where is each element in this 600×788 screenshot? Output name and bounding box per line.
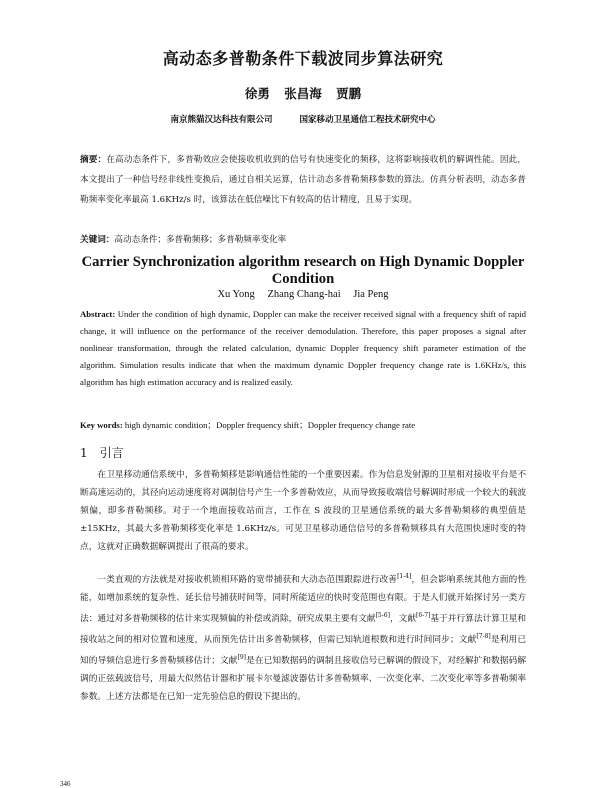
paper-title-en: Carrier Synchronization algorithm research on High Dynamic Doppler Condition bbox=[81, 254, 525, 287]
author-cn-1: 徐勇 bbox=[244, 86, 270, 101]
citation-ref: [6-7] bbox=[416, 611, 431, 619]
author-en-2: Zhang Chang-hai bbox=[267, 289, 341, 300]
citation-ref: [9] bbox=[237, 653, 246, 661]
affiliation-cn-2: 国家移动卫星通信工程技术研究中心 bbox=[299, 115, 436, 125]
abstract-cn-text: 在高动态条件下，多普勒效应会使接收机收到的信号有快速变化的频移，这将影响接收机的解调性能。因此，本文提出了一种信号经非线性变换后，通过自相关运算，估计动态多普勒频移参数的算法。仿真分析表明，动态多普勒频率变化率最高 1.6KHz/s 时，该算法在低信噪比下有较高的估计精度，且易于实现。 bbox=[80, 155, 526, 205]
para2-part-a: 一类直观的方法就是对接收机锁相环路的宽带捕获和大动态范围跟踪进行改善 bbox=[97, 574, 398, 585]
keywords-en bbox=[80, 418, 526, 432]
abstract-en-label: Abstract: bbox=[80, 309, 116, 319]
section-number: 1 bbox=[80, 446, 88, 460]
body-text bbox=[80, 466, 526, 706]
affiliations-cn bbox=[80, 113, 526, 125]
abstract-cn bbox=[80, 150, 526, 210]
affiliation-cn-1: 南京熊猫汉达科技有限公司 bbox=[170, 115, 273, 125]
para2-part-c: ，文献 bbox=[389, 613, 417, 624]
authors-cn bbox=[80, 84, 526, 102]
para2-part-d: 基于并行算法计算卫星和接收站之间的相对位置和速度，从而预先估计出多普勒频移，但需已知轨道根数和进行时间同步；文献 bbox=[80, 613, 527, 645]
author-en-1: Xu Yong bbox=[217, 289, 255, 300]
abstract-cn-label: 摘要： bbox=[80, 155, 107, 165]
abstract-en-text: Under the condition of high dynamic, Doppler can make the receiver received signal with a frequency shift of rapid change, it will influence on the performance of the receiver demodulation. Therefore, this paper proposes a signal after nonlinear transformation, through the related calculation, dynamic Doppler frequency shift parameter estimation of the algorithm. Simulation results indicate that when the maximum dynamic Doppler frequency change rate is 1.6KHz/s, this algorithm has high estimation accuracy and is realized easily. bbox=[80, 309, 527, 387]
body-paragraph-1: 在卫星移动通信系统中，多普勒频移是影响通信性能的一个重要因素。作为信息发射源的卫星相对接收平台是不断高速运动的，其径向运动速度将对调制信号产生一个多普勒效应，从而导致接收端信号解调时形成一个较大的载波频偏，即多普勒频移。对于一个地面接收站而言，工作在 S 波段的卫星通信系统的最大多普勒频移的典型值是 ±15KHz，其最大多普勒频移变化率是 1.6KHz/s。可见卫星移动通信信号的多普勒频移具有大范围快速时变的特点，这就对正确数据解调提出了很高的要求。 bbox=[80, 470, 526, 552]
section-title: 引言 bbox=[99, 446, 124, 460]
para2-part-e: 是利用已知的导频信息进行多普勒频移估计；文献 bbox=[80, 634, 527, 666]
para2-part-b: ，但会影响系统其他方面的性能，如增加系统的复杂性、延长信号捕获时间等，同时所能适应的快时变范围也有限。于是人们就开始探讨另一类方法：通过对多普勒频移的估计来实现频偏的补偿或消除，研究成果主要有文献 bbox=[80, 574, 527, 624]
keywords-cn-label: 关键词： bbox=[80, 235, 115, 245]
keywords-en-label: Key words: bbox=[80, 420, 123, 430]
citation-ref: [7-8] bbox=[476, 632, 491, 640]
keywords-cn-text: 高动态条件；多普勒频移；多普勒频率变化率 bbox=[114, 235, 287, 245]
keywords-en-text: high dynamic condition；Doppler frequency shift；Doppler frequency change rate bbox=[124, 420, 416, 430]
author-en-3: Jia Peng bbox=[353, 289, 389, 300]
page-number: 346 bbox=[60, 780, 71, 788]
authors-en bbox=[80, 289, 526, 300]
keywords-cn bbox=[80, 232, 526, 248]
citation-ref: [5-6] bbox=[375, 611, 390, 619]
author-cn-2: 张昌海 bbox=[284, 86, 322, 101]
section-heading bbox=[80, 444, 526, 461]
body-paragraph-2 bbox=[80, 568, 526, 706]
abstract-en bbox=[80, 306, 526, 391]
para2-part-f: 是在已知数据码的调制且接收信号已解调的假设下，对经解扩和数据码解调的正弦载波信号，用最大似然估计器和扩展卡尔曼滤波器估计多普勒频率、一次变化率、二次变化率等多普勒频率参数。上述方法都是在已知一定先验信息的假设下提出的。 bbox=[80, 655, 526, 702]
paper-title-cn: 高动态多普勒条件下载波同步算法研究 bbox=[162, 49, 444, 68]
citation-ref: [1-4] bbox=[397, 573, 412, 580]
author-cn-3: 贾鹏 bbox=[336, 86, 362, 101]
